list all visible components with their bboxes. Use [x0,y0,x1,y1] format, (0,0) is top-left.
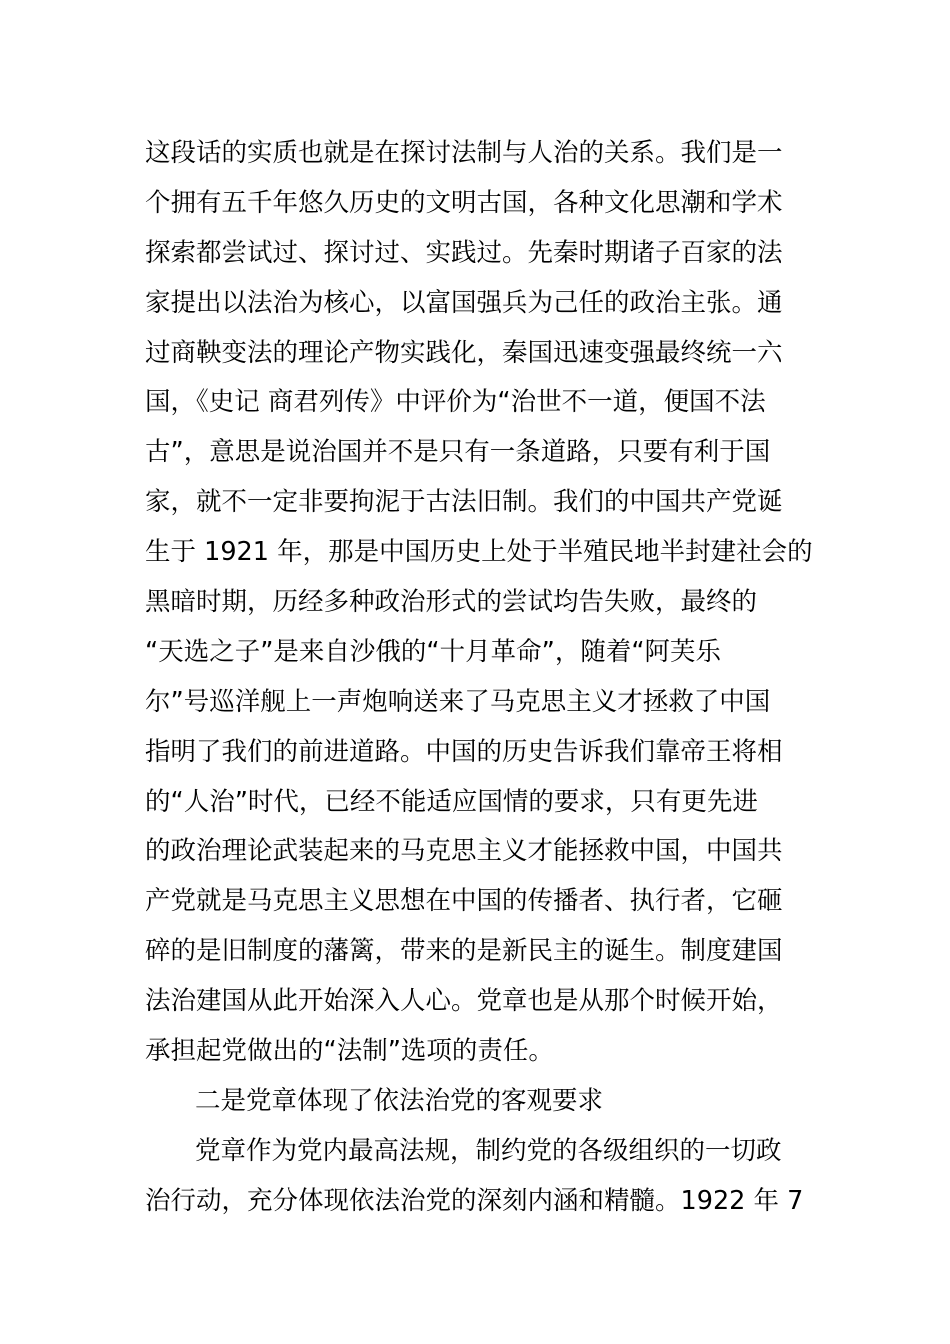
text-line: 承担起党做出的“法制”选项的责任。 [145,1036,554,1067]
text-line: 家，就不一定非要拘泥于古法旧制。我们的中国共产党诞 [145,487,783,518]
text-line: 尔”号巡洋舰上一声炮响送来了马克思主义才拯救了中国 [145,686,771,717]
text-line: 探索都尝试过、探讨过、实践过。先秦时期诸子百家的法 [145,237,783,268]
text-line: 古”，意思是说治国并不是只有一条道路，只要有利于国 [145,437,771,468]
text-line: 国，《史记 商君列传》中评价为“治世不一道，便国不法 [145,387,766,418]
text-line: 这段话的实质也就是在探讨法制与人治的关系。我们是一 [145,138,783,168]
section-heading: 二是党章体现了依法治党的客观要求 [195,1085,604,1116]
text-line: 过商鞅变法的理论产物实践化，秦国迅速变强最终统一六 [145,337,783,368]
text-line: 指明了我们的前进道路。中国的历史告诉我们靠帝王将相 [145,736,783,767]
text-line: 个拥有五千年悠久历史的文明古国，各种文化思潮和学术 [145,187,783,218]
text-line: 的“人治”时代，已经不能适应国情的要求，只有更先进 [145,786,758,817]
text-line: 党章作为党内最高法规，制约党的各级组织的一切政 [195,1135,782,1166]
text-line: 生于 1921 年，那是中国历史上处于半殖民地半封建社会的 [145,537,813,568]
text-line: 法治建国从此开始深入人心。党章也是从那个时候开始， [145,986,783,1017]
text-line: 的政治理论武装起来的马克思主义才能拯救中国，中国共 [145,836,783,867]
text-line: 黑暗时期，历经多种政治形式的尝试均告失败，最终的 [145,587,758,618]
text-line: 产党就是马克思主义思想在中国的传播者、执行者，它砸 [145,886,783,917]
text-line: 家提出以法治为核心，以富国强兵为己任的政治主张。通 [145,287,783,318]
text-line: 碎的是旧制度的藩篱，带来的是新民主的诞生。制度建国 [145,936,783,967]
text-line: 治行动，充分体现依法治党的深刻内涵和精髓。1922 年 7 [145,1185,804,1216]
text-line: “天选之子”是来自沙俄的“十月革命”，随着“阿芙乐 [145,636,722,667]
body-text [145,129,813,1227]
